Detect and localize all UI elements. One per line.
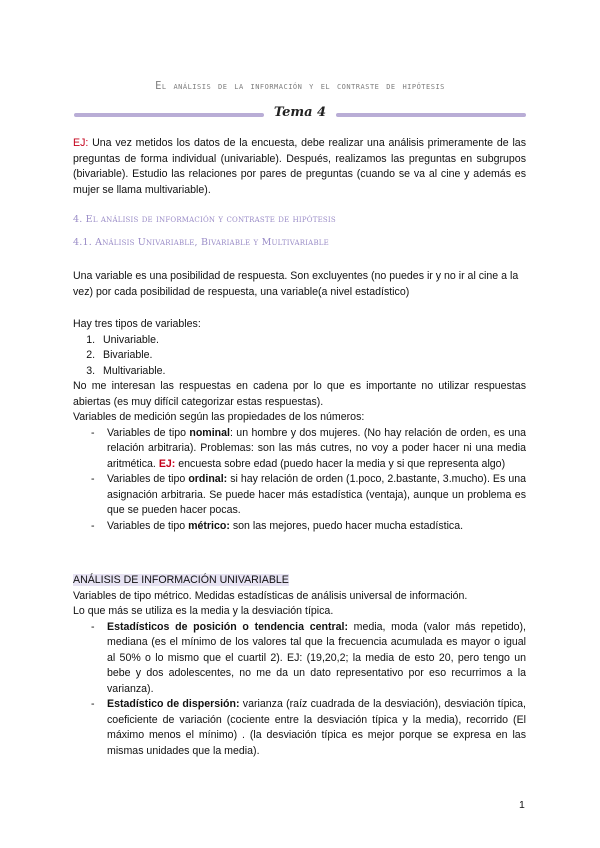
tema-banner: [74, 106, 526, 122]
univariable-section: [73, 573, 526, 759]
intro-paragraph: [73, 136, 526, 198]
variable-types-list: [73, 333, 526, 380]
list-item: - Variables de tipo nominal: un hombre y dos mujeres. (No hay relación de orden, es una relación arbitraria). Problemas: son las más cutres, no voy a poder hacer ni una media aritmética. EJ: encuesta sobre edad (puedo hacer la media y si que representa algo): [91, 426, 526, 470]
dash-bullet: -: [91, 620, 95, 633]
page-number: 1: [519, 799, 525, 811]
ej-label: EJ:: [73, 137, 89, 149]
term-metrico: métrico:: [188, 519, 230, 532]
univariable-heading: ANÁLISIS DE INFORMACIÓN UNIVARIABLE: [73, 574, 289, 586]
measurement-types-list: [73, 426, 526, 535]
dash-bullet: -: [91, 519, 95, 532]
term-nominal: nominal: [189, 426, 230, 439]
document-title: El análisis de la información y el contraste de hipótesis: [155, 80, 445, 92]
list-item: - Variables de tipo ordinal: si hay relación de orden (1.poco, 2.bastante, 3.mucho). Es una asignación arbitraria. Se puede hacer más estadística (ventaja), aunque un problema es que se pueden hacer pocas.: [91, 473, 526, 516]
dash-bullet: -: [91, 473, 95, 485]
list-item: - Estadístico de dispersión: varianza (raíz cuadrada de la desviación), desviación típica, coeficiente de variación (cociente entre la desviación típica y la media), recorrido (El máximo menos el mínimo) . (la desviación típica es mejor porque se expresa en las mismas unidades que la media).: [91, 698, 526, 757]
intro-text: Una vez metidos los datos de la encuesta, debe realizar una análisis primeramente de las preguntas de forma individual (univariable). Después, realizamos las preguntas en subgrupos (bivariable). Estudio las relaciones por pares de preguntas (cuando se va al cine y además es mujer se llama multivariable).: [73, 137, 526, 196]
variable-types-intro: Hay tres tipos de variables:: [73, 318, 201, 330]
univariable-line-1: Variables de tipo métrico. Medidas estadísticas de análisis universal de información.: [73, 589, 468, 602]
no-me-interesan-paragraph: No me interesan las respuestas en cadena por lo que es importante no utilizar respuestas abiertas (es muy difícil categorizar estas respuestas).: [73, 380, 526, 408]
tema-rule-right: [336, 113, 526, 117]
list-item: 3. Multivariable.: [98, 364, 526, 380]
medicion-intro: Variables de medición según las propiedades de los números:: [73, 411, 365, 423]
dash-bullet: -: [91, 426, 95, 439]
variable-types-block: [73, 317, 526, 534]
ej-label: EJ:: [158, 457, 176, 470]
list-item: - Estadísticos de posición o tendencia central: media, moda (valor más repetido), mediana (es el mínimo de los valores tal que la frecuencia acumulada es mayor o igual al 50% o lo mismo que el cuartil 2). EJ: (19,20,2; la media de esto 20, pero tengo un bebe y dos adolescentes, no me da un dato representativo por eso recurrimos a la varianza).: [91, 620, 526, 695]
dash-bullet: -: [91, 698, 95, 710]
list-item: 2. Bivariable.: [98, 348, 526, 364]
statistics-list: [73, 620, 526, 760]
tema-label: Tema 4: [273, 105, 327, 120]
list-item: - Variables de tipo métrico: son las mejores, puedo hacer mucha estadística.: [73, 519, 526, 535]
section-heading-4: 4. El análisis de información y contraste de hipótesis: [73, 214, 336, 225]
term-posicion: Estadísticos de posición o tendencia central:: [107, 620, 348, 633]
term-ordinal: ordinal:: [188, 473, 228, 485]
list-item: 1. Univariable.: [98, 333, 526, 349]
term-dispersion: Estadístico de dispersión:: [107, 698, 240, 710]
univariable-line-2: Lo que más se utiliza es la media y la desviación típica.: [73, 605, 334, 617]
section-heading-4-1: 4.1. Análisis Univariable, Bivariable y Multivariable: [73, 237, 329, 248]
variable-definition: Una variable es una posibilidad de respuesta. Son excluyentes (no puedes ir y no ir al cine a la vez) por cada posibilidad de respuesta, una variable(a nivel estadístico): [73, 270, 519, 298]
